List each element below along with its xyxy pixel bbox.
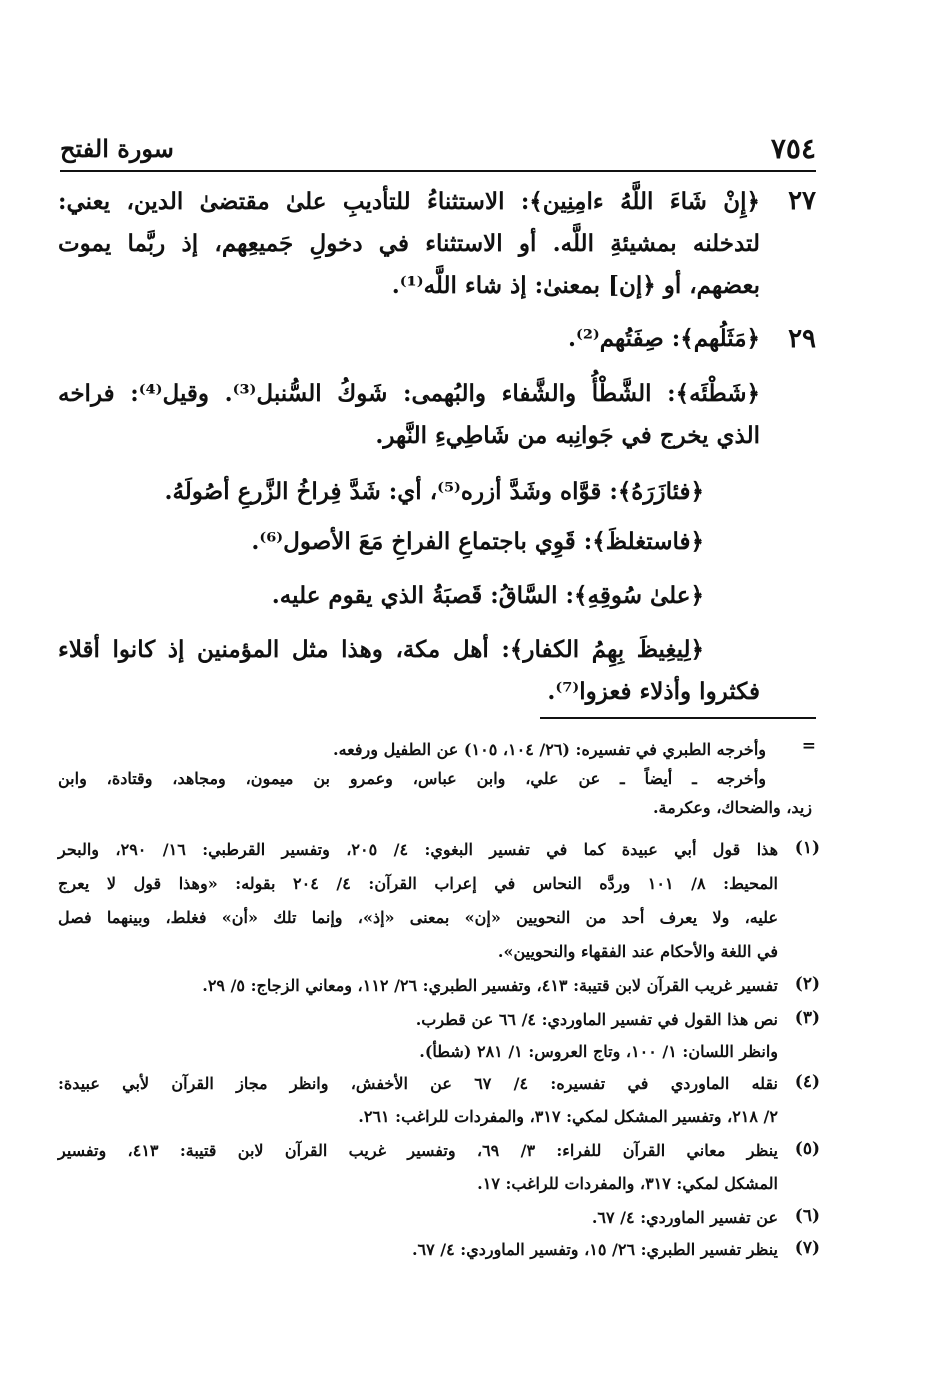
verse-text-line: ﴿فاستغلظَ﴾: قَوِي باجتماعِ الفراخِ مَعَ الأصول⁽⁶⁾. [251,528,704,555]
footnote-marker: (٤) [794,1072,820,1092]
page-header [60,132,816,172]
verse-text-line: ﴿شَطْئَه﴾: الشَّطْأُ والشَّفاء والبُهمى: شَوكُ السُّنبل⁽³⁾. وقيل⁽⁴⁾: فراخه [58,380,760,407]
verse-text-line: لتدخلنه بمشيئةِ اللَّه. أو الاستثناء في دخولِ جَميعِهم، إذ ربَّما يموت [58,230,760,257]
footnote-line: وأخرجه الطبري في تفسيره: (٢٦/ ١٠٤، ١٠٥) عن الطفيل ورفعه. [333,740,766,759]
footnote-line: عليه، ولا يعرف أحد من النحويين «إن» بمعنى «إذ»، وإنما تلك «أن» فغلط، وبينهما فصل [58,908,778,927]
footnote-line: ينظر تفسير الطبري: ٢٦/ ١٥، وتفسير الماوردي: ٤/ ٦٧. [411,1240,778,1259]
footnote-line: نص هذا القول في تفسير الماوردي: ٤/ ٦٦ عن قطرب. [415,1010,778,1029]
footnote-line: في اللغة والأحكام عند الفقهاء والنحويين». [497,942,778,961]
surah-title: سورة الفتح [60,134,174,163]
footnote-line: وانظر اللسان: ١/ ١٠٠، وتاج العروس: ١/ ٢٨١ (شطأ). [419,1042,778,1061]
footnote-line: عن تفسير الماوردي: ٤/ ٦٧. [591,1208,778,1227]
footnote-line: المحيط: ٨/ ١٠١ وردَّه النحاس في إعراب القرآن: ٤/ ٢٠٤ بقوله: «وهذا قول لا يعرج [58,874,778,893]
verse-number: ٢٩ [788,324,816,354]
verse-text-line: الذي يخرج في جَوانِبه من شَاطِيءِ النَّهر. [375,422,760,449]
verse-text-line: ﴿علىٰ سُوقِهِ﴾: السَّاقُ: قَصبَةُ الذي يقوم عليه. [271,582,704,609]
footnote-marker: = [801,736,816,756]
verse-text-line: فكثروا وأذلاء فعزوا⁽⁷⁾. [547,678,760,705]
footnote-line: ينظر معاني القرآن للفراء: ٣/ ٦٩، وتفسير غريب القرآن لابن قتيبة: ٤١٣، وتفسير [58,1141,778,1160]
footnote-line: زيد، والضحاك، وعكرمة. [652,798,812,817]
footnote-marker: (١) [794,838,820,858]
verse-number: ٢٧ [788,186,816,216]
footnote-line: نقله الماوردي في تفسيره: ٤/ ٦٧ عن الأخفش، وانظر مجاز القرآن لأبي عبيدة: [58,1074,779,1093]
verse-text-line: ﴿إِنْ شَاءَ اللَّهُ ءامِنِين﴾: الاستثناءُ للتأديبِ علىٰ مقتضىٰ الدين، يعني: [58,188,760,215]
footnote-line: ٢/ ٢١٨، وتفسير المشكل لمكي: ٣١٧، والمفردات للراغب: ٢٦١. [358,1107,778,1126]
footnote-divider [540,717,816,719]
verse-text-line: ﴿مَثَلُهم﴾: صِفَتُهم⁽²⁾. [567,325,760,352]
footnote-line: المشكل لمكي: ٣١٧، والمفردات للراغب: ١٧. [477,1174,778,1193]
verse-text-line: بعضهم، أو ﴿إن] بمعنىٰ: إذ شاء اللَّه⁽¹⁾. [391,272,760,299]
footnote-line: تفسير غريب القرآن لابن قتيبة: ٤١٣، وتفسير الطبري: ٢٦/ ١١٢، ومعاني الزجاج: ٥/ ٢٩. [202,976,778,995]
footnote-marker: (٥) [794,1139,820,1159]
page-number: ٧٥٤ [770,132,816,165]
footnote-marker: (٣) [794,1008,820,1028]
verse-text-line: ﴿لِيغِيظَ بِهِمُ الكفار﴾: أهل مكة، وهذا مثل المؤمنين إذ كانوا أقلاء [58,636,704,663]
footnote-marker: (٧) [794,1238,820,1258]
footnote-marker: (٦) [794,1206,820,1226]
footnote-marker: (٢) [794,974,820,994]
footnote-line: وأخرجه ـ أيضاً ـ عن علي، وابن عباس، وعمرو بن ميمون، ومجاهد، وقتادة، وابن [58,769,766,788]
verse-text-line: ﴿فئازَرَهُ﴾: قوَّاه وشَدَّ أزره⁽⁵⁾، أي: شَدَّ فِراخُ الزَّرعِ أصُولَهُ. [164,478,704,505]
footnote-line: هذا قول أبي عبيدة كما في تفسير البغوي: ٤/ ٢٠٥، وتفسير القرطبي: ١٦/ ٢٩٠، والبحر [58,840,779,859]
